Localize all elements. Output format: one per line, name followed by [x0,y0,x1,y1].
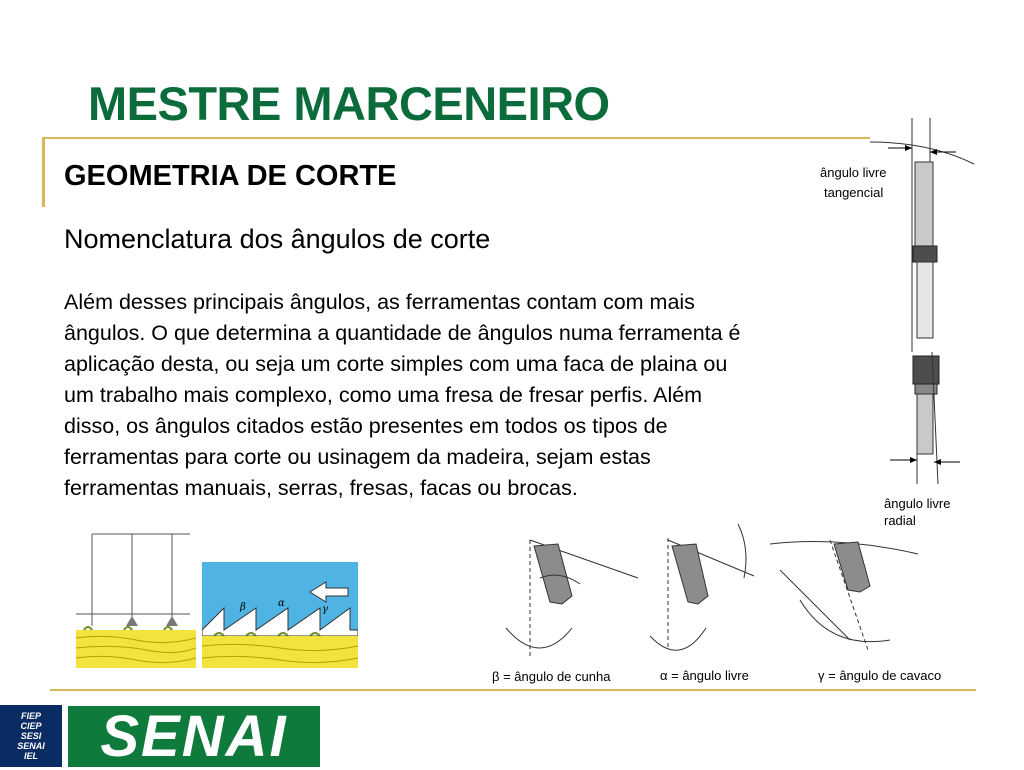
fiep-logo-line: SENAI [17,741,45,751]
wedge-angle-diagram [500,518,640,668]
section-accent-bar [42,137,45,207]
body-line: um trabalho mais complexo, como uma fresa de fresar perfis. Além [64,383,703,407]
saw-label-alpha: α [278,598,285,609]
body-line: Além desses principais ângulos, as ferramentas contam com mais [64,290,695,314]
footer-divider [50,689,976,691]
saw-label-gamma: γ [322,604,328,615]
tool-clearance-diagram [870,112,990,492]
fiep-logo-line: SESI [20,731,42,741]
label-radial-line2: radial [884,513,916,528]
body-line: disso, os ângulos citados estão presentes em todos os tipos de [64,414,668,438]
body-paragraph [64,287,879,504]
label-tangential-line2: tangencial [824,185,884,200]
label-radial-line1: ângulo livre [884,496,951,511]
fiep-logo [0,705,62,767]
legend-alpha: α = ângulo livre [660,668,749,683]
body-line: ferramentas manuais, serras, fresas, facas ou brocas. [64,476,578,500]
body-line: ferramentas para corte ou usinagem da madeira, sejam estas [64,445,651,469]
fiep-logo-line: CIEP [20,721,42,731]
planer-wood-diagram [76,530,196,668]
section-heading: GEOMETRIA DE CORTE [64,160,397,192]
slide-title: MESTRE MARCENEIRO [88,77,610,130]
saw-tooth-diagram [202,562,358,668]
fiep-logo-line: FIEP [20,711,41,721]
senai-logo [68,706,320,767]
clearance-angle-diagram [646,518,766,668]
legend-beta: β = ângulo de cunha [492,669,611,684]
body-line: ângulos. O que determina a quantidade de ângulos numa ferramenta é [64,321,741,345]
rake-angle-diagram [770,530,920,660]
label-tangential-line1: ângulo livre [820,165,887,180]
senai-logo-text: SENAI [100,704,288,769]
saw-label-beta: β [240,602,246,613]
title-divider [42,137,870,139]
fiep-logo-line: IEL [23,751,38,761]
body-line: aplicação desta, ou seja um corte simples com uma faca de plaina ou [64,352,728,376]
subheading: Nomenclatura dos ângulos de corte [64,224,491,254]
legend-gamma: γ = ângulo de cavaco [818,668,942,683]
